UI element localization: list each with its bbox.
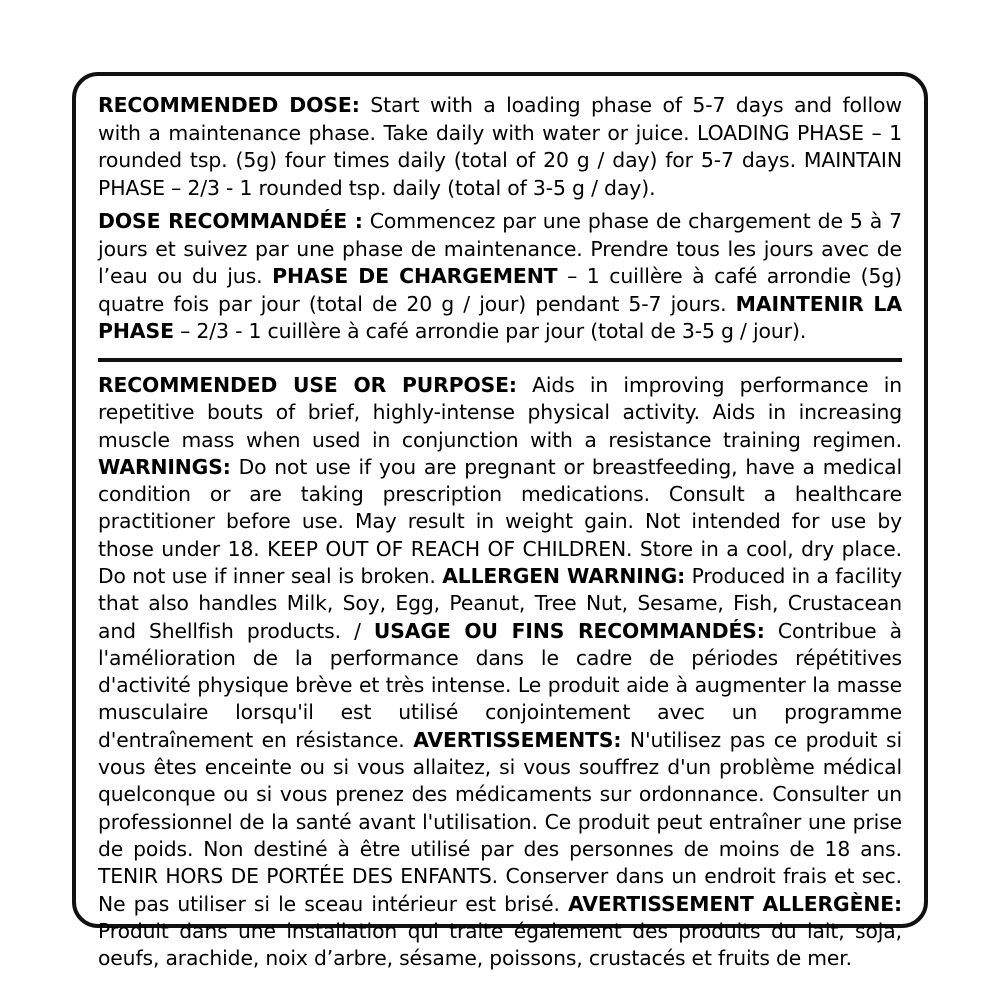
warnings-heading-fr: AVERTISSEMENTS: [413,727,622,752]
warnings-text-en: Do not use if you are pregnant or breastfeeding, have a medical condition or are taking prescription medications. Consult a healthcare practitioner before use. May result in weight gain. Not intended for use by those under 18. KEEP OUT OF REACH OF CHILDREN. Store in a cool, dry place. Do not use if inner seal is broken. [98,454,902,588]
recommended-use-heading-fr: USAGE OU FINS RECOMMANDÉS: [373,618,765,643]
recommended-dose-french [98,208,902,346]
loading-phase-heading-fr: PHASE DE CHARGEMENT [272,264,558,289]
recommended-dose-text-en: Start with a loading phase of 5-7 days and follow with a maintenance phase. Take daily with water or juice. LOADING PHASE – 1 rounded tsp. (5g) four times daily (total of 20 g / day) for 5-7 days. MAINTAIN PHASE – 2/3 - 1 rounded tsp. daily (total of 3-5 g / day). [98,93,902,200]
allergen-warning-text-fr: Produit dans une installation qui traite également des produits du lait, soja, oeufs, arachide, noix d’arbre, sésame, poissons, crustacés et fruits de mer. [98,918,902,971]
recommended-use-section [98,372,902,973]
recommended-use-heading-en: RECOMMENDED USE OR PURPOSE: [98,372,517,397]
warnings-text-fr: N'utilisez pas ce produit si vous êtes enceinte ou si vous allaitez, si vous souffrez d'un problème médical quelconque ou si vous prenez des médicaments sur ordonnance. Consulter un professionnel de la santé avant l'utilisation. Ce produit peut entraîner une prise de poids. Non destiné à être utilisé par des personnes de moins de 18 ans. TENIR HORS DE PORTÉE DES ENFANTS. Conserver dans un endroit frais et sec. Ne pas utiliser si le sceau intérieur est brisé. [98,727,903,916]
recommended-use-text-fr-1: Contribue à l'amélioration de la performance dans le cadre de périodes répétitives d'activité physique brève et très intense. Le produit aide à augmenter la masse musculaire lorsqu'il est utilisé conjointement avec un programme d'entraînement en résistance. [98,618,902,752]
maintain-phase-heading-fr: MAINTENIR LA PHASE [98,291,902,344]
recommended-use-text-en-1: Aids in improving performance in repetitive bouts of brief, highly-intense physical activity. Aids in increasing muscle mass when used in conjunction with a resistance training regimen. [98,372,902,452]
supplement-label-panel [72,72,928,971]
section-divider [98,358,902,362]
recommended-dose-english [98,92,902,202]
recommended-dose-text-fr-2: – 1 cuillère à café arrondie (5g) quatre fois par jour (total de 20 g / jour) pendant 5-7 jours. [98,264,903,316]
allergen-warning-heading-en: ALLERGEN WARNING: [442,564,686,588]
warnings-heading-en: WARNINGS: [98,454,231,479]
recommended-dose-heading-en: RECOMMENDED DOSE: [98,93,360,117]
allergen-warning-text-en: Produced in a facility that also handles Milk, Soy, Egg, Peanut, Tree Nut, Sesame, Fish, Crustacean and Shellfish products. / [98,564,902,643]
recommended-use-paragraph [98,372,902,973]
recommended-dose-heading-fr: DOSE RECOMMANDÉE : [98,209,363,234]
recommended-dose-section [98,92,902,346]
recommended-dose-text-fr-3: – 2/3 - 1 cuillère à café arrondie par jour (total de 3-5 g / jour). [173,319,807,344]
recommended-dose-text-fr-1: Commencez par une phase de chargement de 5 à 7 jours et suivez par une phase de maintenance. Prendre tous les jours avec de l’eau ou du jus. [98,209,902,289]
allergen-warning-heading-fr: AVERTISSEMENT ALLERGÈNE: [568,891,902,916]
